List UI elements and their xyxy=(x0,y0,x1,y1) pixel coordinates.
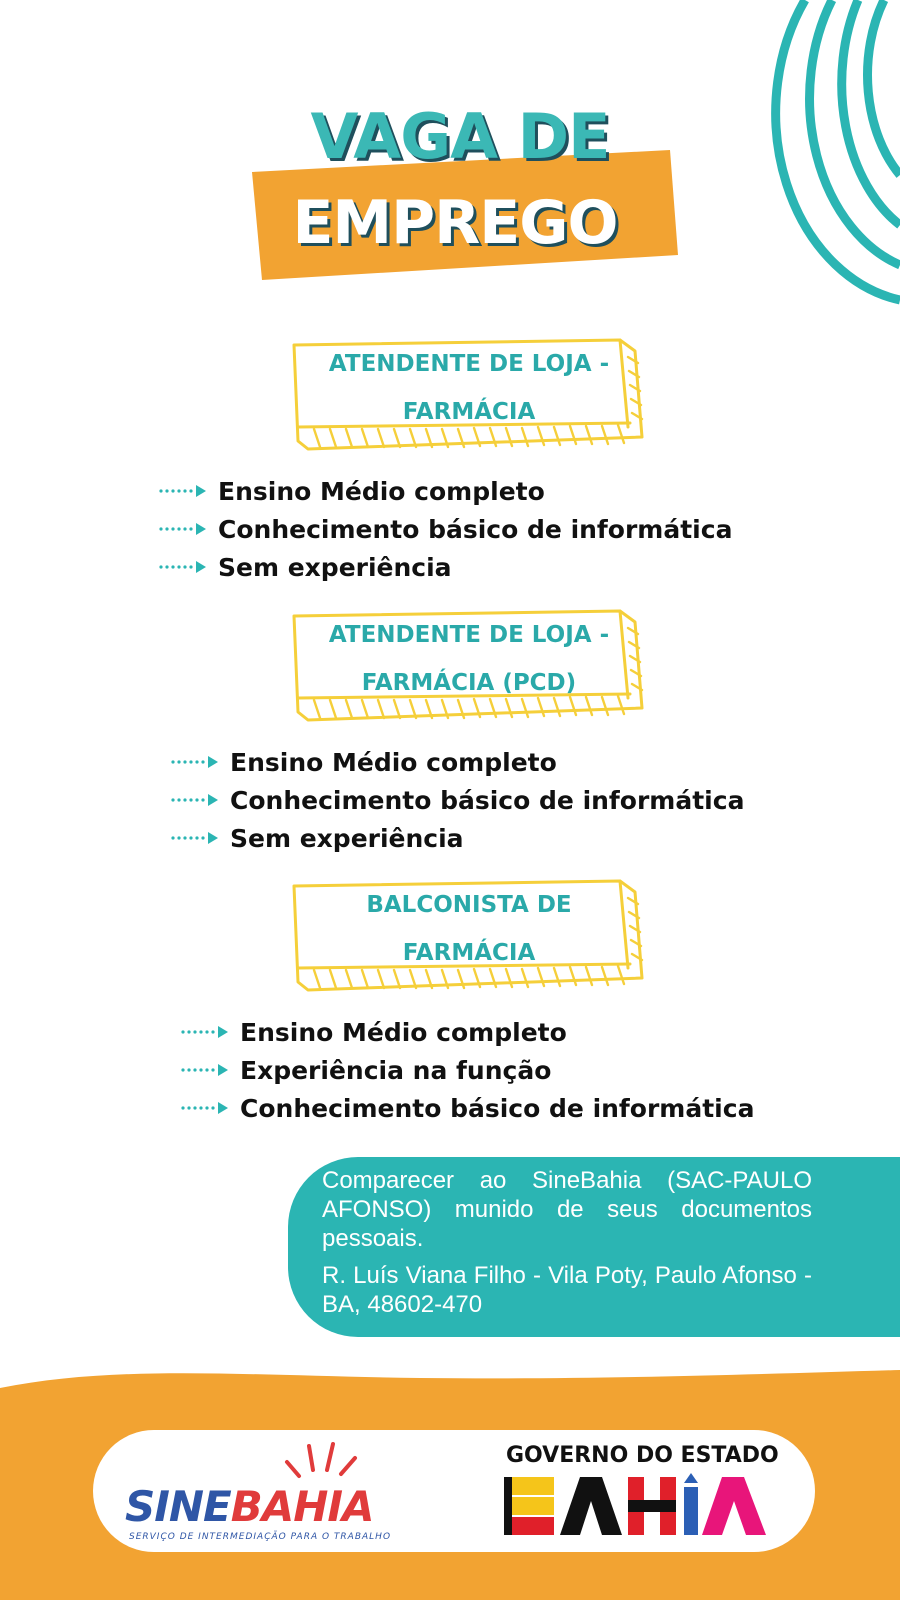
list-item xyxy=(180,1051,754,1089)
list-item xyxy=(180,1089,754,1127)
requirement-text: Ensino Médio completo xyxy=(240,1017,567,1047)
info-address: R. Luís Viana Filho - Vila Poty, Paulo Afonso - BA, 48602-470 xyxy=(322,1262,812,1318)
requirements-list xyxy=(158,472,732,586)
requirement-text: Sem experiência xyxy=(230,823,464,853)
dotted-arrow-icon xyxy=(158,484,208,498)
list-item xyxy=(180,1013,754,1051)
job-title-line2: FARMÁCIA (PCD) xyxy=(361,670,577,696)
dotted-arrow-icon xyxy=(158,522,208,536)
list-item xyxy=(158,548,732,586)
job-title-line1: ATENDENTE DE LOJA - xyxy=(328,622,610,648)
job-title-line2: FARMÁCIA xyxy=(402,399,536,425)
job-title-line1: BALCONISTA DE xyxy=(366,892,572,918)
sun-rays-icon xyxy=(275,1440,365,1484)
requirement-text: Conhecimento básico de informática xyxy=(240,1093,755,1123)
list-item xyxy=(158,472,732,510)
job-title-box xyxy=(290,608,660,728)
job-title-line1: ATENDENTE DE LOJA - xyxy=(328,351,610,377)
list-item xyxy=(170,781,744,819)
dotted-arrow-icon xyxy=(180,1101,230,1115)
list-item xyxy=(170,819,744,857)
job-title-line2: FARMÁCIA xyxy=(402,940,536,966)
list-item xyxy=(170,743,744,781)
dotted-arrow-icon xyxy=(170,793,220,807)
dotted-arrow-icon xyxy=(180,1063,230,1077)
requirement-text: Sem experiência xyxy=(218,552,452,582)
info-text xyxy=(322,1166,812,1327)
requirement-text: Conhecimento básico de informática xyxy=(230,785,745,815)
dotted-arrow-icon xyxy=(180,1025,230,1039)
page-title-line1: VAGA DE xyxy=(310,100,610,173)
sinebahia-wordmark xyxy=(125,1482,435,1531)
governo-bahia-logo xyxy=(500,1443,779,1543)
governo-label: GOVERNO DO ESTADO xyxy=(506,1443,779,1468)
sinebahia-logo xyxy=(125,1440,435,1540)
dotted-arrow-icon xyxy=(170,831,220,845)
sinebahia-tagline: SERVIÇO DE INTERMEDIAÇÃO PARA O TRABALHO xyxy=(129,1532,392,1542)
info-instructions: Comparecer ao SineBahia (SAC-PAULO AFONSO) munido de seus documentos pessoais. xyxy=(322,1167,812,1252)
sine-word-part2: BAHIA xyxy=(230,1482,374,1531)
page-title-line2: EMPREGO xyxy=(292,188,618,258)
bahia-wordmark xyxy=(504,1473,766,1539)
dotted-arrow-icon xyxy=(170,755,220,769)
requirements-list xyxy=(180,1013,754,1127)
sine-word-part1: SINE xyxy=(125,1482,231,1531)
job-title-box xyxy=(290,337,660,457)
list-item xyxy=(158,510,732,548)
requirements-list xyxy=(170,743,744,857)
requirement-text: Conhecimento básico de informática xyxy=(218,514,733,544)
requirement-text: Ensino Médio completo xyxy=(230,747,557,777)
job-title-box xyxy=(290,878,660,998)
requirement-text: Ensino Médio completo xyxy=(218,476,545,506)
dotted-arrow-icon xyxy=(158,560,208,574)
requirement-text: Experiência na função xyxy=(240,1055,552,1085)
